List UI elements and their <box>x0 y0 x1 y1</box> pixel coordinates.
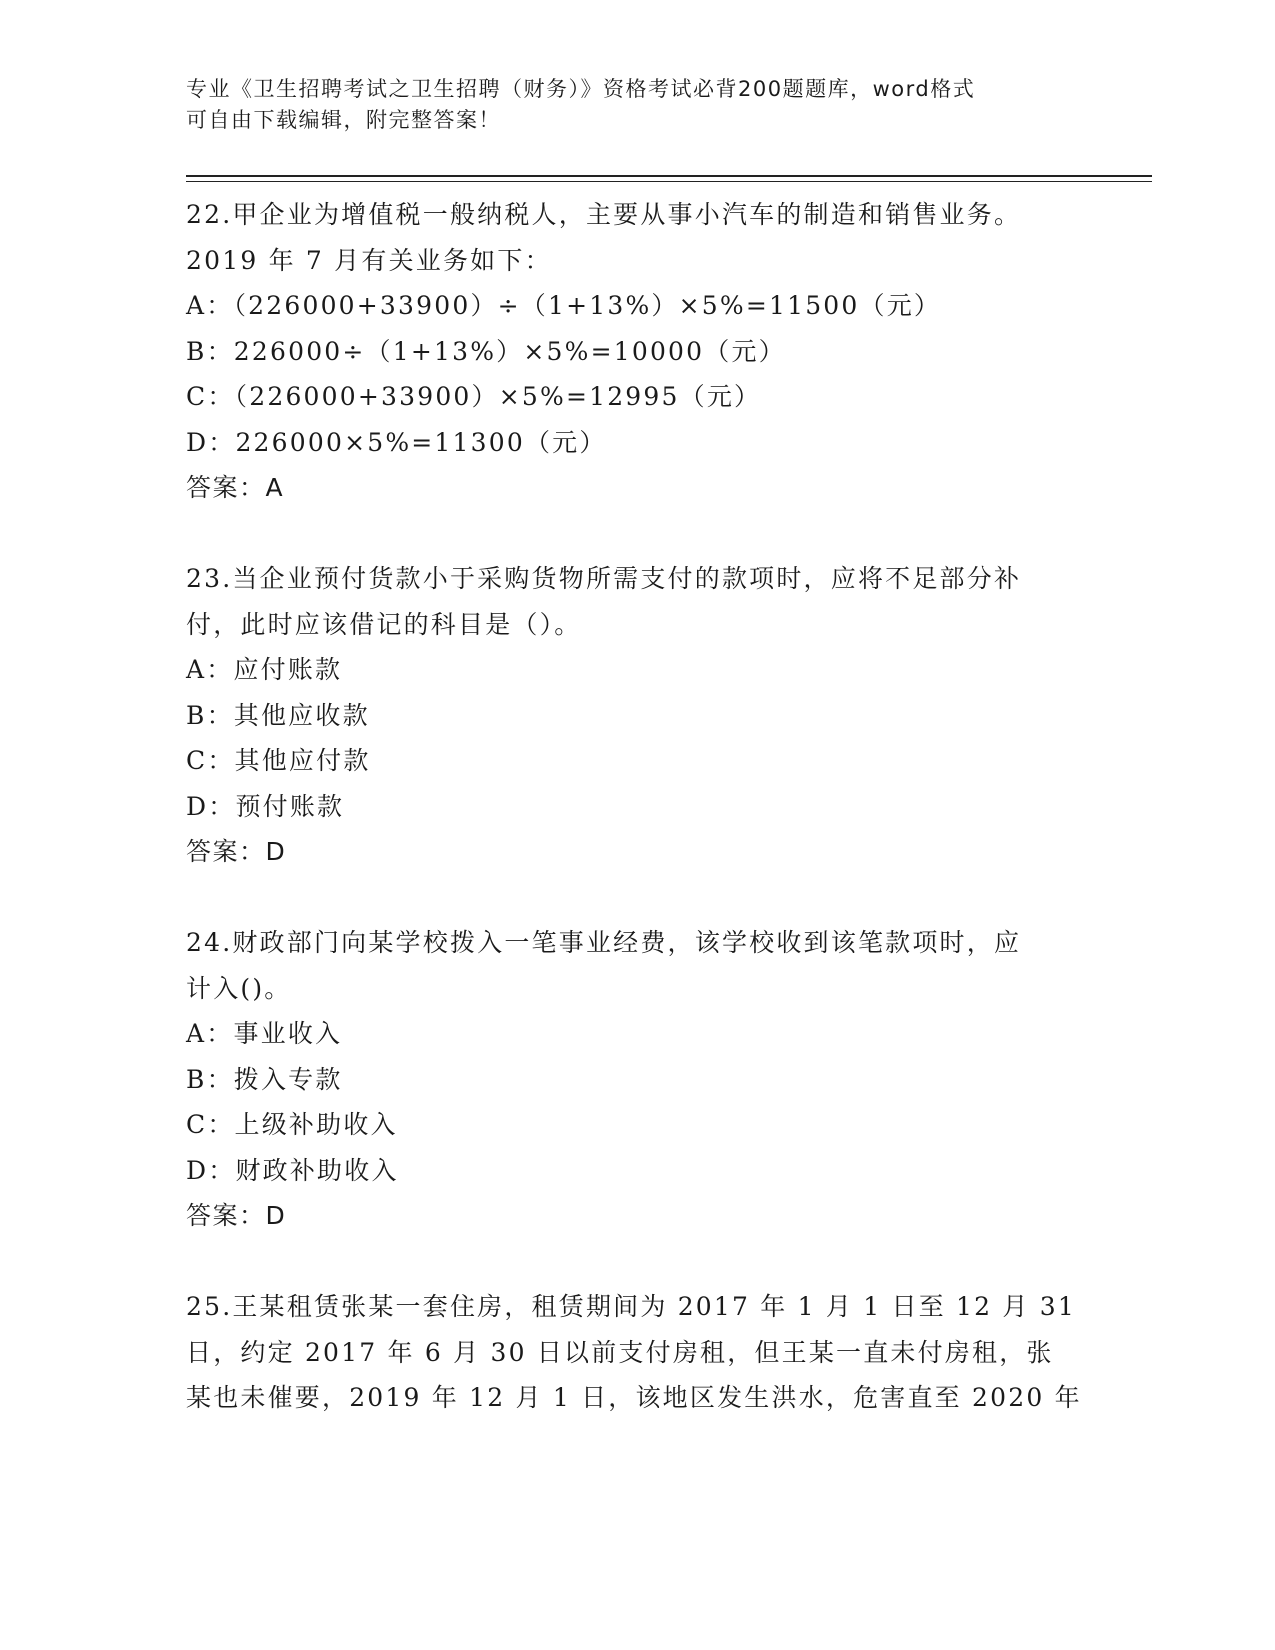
option-b: B：拨入专款 <box>186 1064 343 1094</box>
spacer <box>186 875 1086 921</box>
option-d: D：预付账款 <box>186 791 345 821</box>
option-d: D：226000×5%=11300（元） <box>186 427 607 457</box>
spacer <box>186 511 1086 557</box>
question-25 <box>186 1284 1086 1421</box>
question-stem-line: 24.财政部门向某学校拨入一笔事业经费，该学校收到该笔款项时，应 <box>186 928 1022 957</box>
question-22 <box>186 192 1086 511</box>
option-b: B：226000÷（1+13%）×5%=10000（元） <box>186 336 786 366</box>
header-line-1: 专业《卫生招聘考试之卫生招聘（财务）》资格考试必背200题题库，word格式 <box>186 77 976 101</box>
answer-line: 答案：D <box>186 1201 287 1230</box>
question-stem-line: 计入()。 <box>186 973 292 1003</box>
option-c: C：其他应付款 <box>186 746 371 775</box>
header-rule-thin <box>186 181 1152 182</box>
question-24 <box>186 920 1086 1239</box>
question-stem-line: 22.甲企业为增值税一般纳税人，主要从事小汽车的制造和销售业务。 <box>186 200 1022 229</box>
answer-line: 答案：D <box>186 837 287 866</box>
answer-line: 答案：A <box>186 473 285 502</box>
header-rule-thick <box>186 175 1152 177</box>
question-stem-line: 23.当企业预付货款小于采购货物所需支付的款项时，应将不足部分补 <box>186 564 1022 593</box>
question-list <box>186 192 1086 1421</box>
header-line-2: 可自由下载编辑，附完整答案！ <box>186 108 501 132</box>
document-header <box>186 74 1106 136</box>
question-stem-line: 25.王某租赁张某一套住房，租赁期间为 2017 年 1 月 1 日至 12 月 31 <box>186 1292 1076 1321</box>
question-stem-line: 日，约定 2017 年 6 月 30 日以前支付房租，但王某一直未付房租，张 <box>186 1337 1054 1367</box>
option-d: D：财政补助收入 <box>186 1155 399 1185</box>
option-a: A：事业收入 <box>186 1019 343 1048</box>
option-a: A：（226000+33900）÷（1+13%）×5%=11500（元） <box>186 291 942 320</box>
option-b: B：其他应收款 <box>186 700 370 730</box>
option-c: C：（226000+33900）×5%=12995（元） <box>186 382 762 411</box>
option-c: C：上级补助收入 <box>186 1110 398 1139</box>
question-stem-line: 2019 年 7 月有关业务如下： <box>186 245 552 275</box>
question-stem-line: 付，此时应该借记的科目是（）。 <box>186 609 582 639</box>
spacer <box>186 1239 1086 1285</box>
question-23 <box>186 556 1086 875</box>
option-a: A：应付账款 <box>186 655 343 684</box>
question-stem-line: 某也未催要，2019 年 12 月 1 日，该地区发生洪水，危害直至 2020 年 <box>186 1383 1082 1412</box>
